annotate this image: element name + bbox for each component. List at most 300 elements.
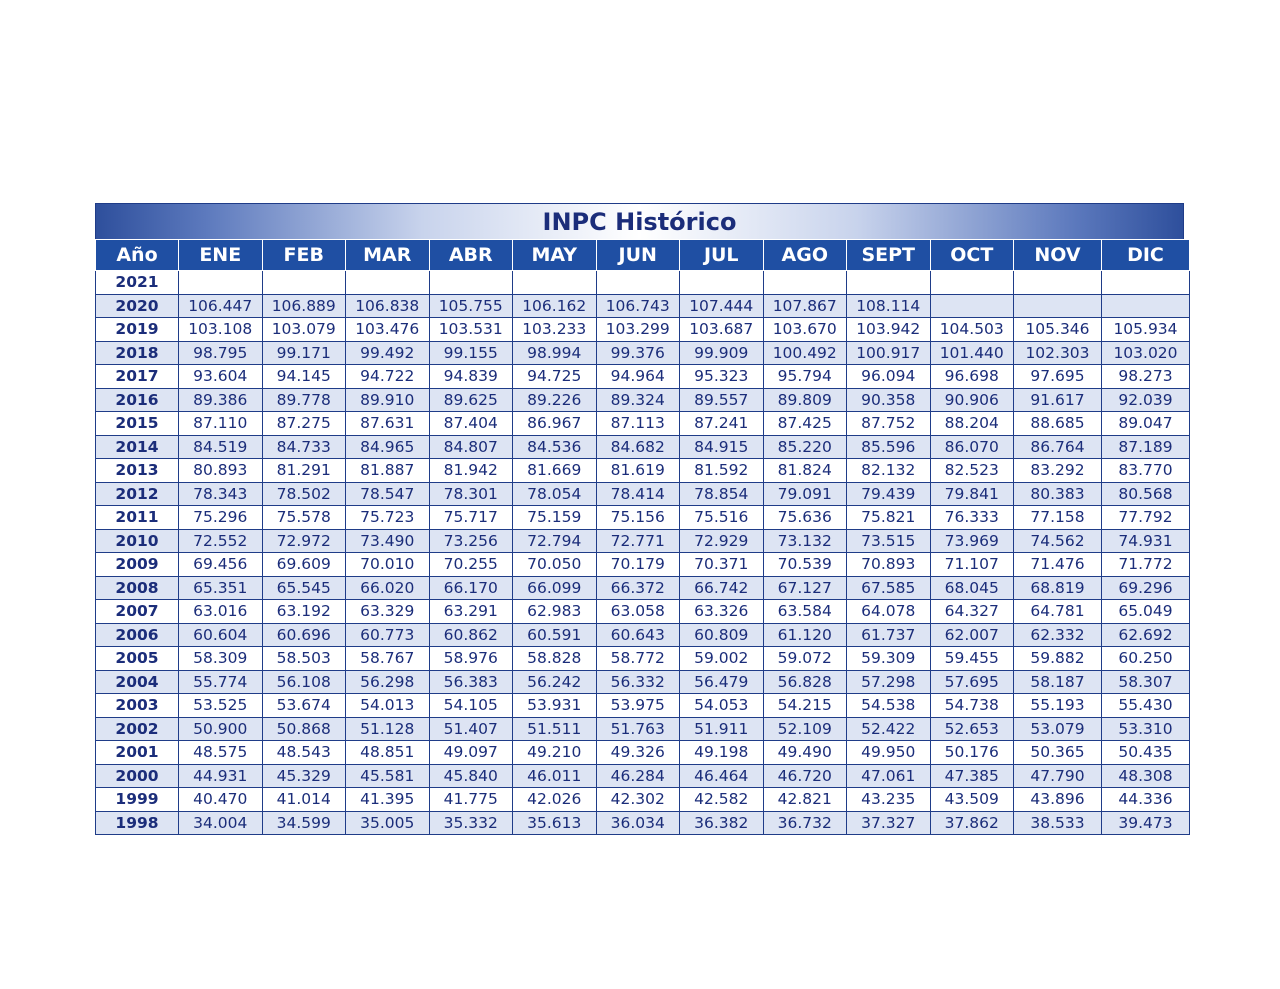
value-cell: [1102, 271, 1190, 295]
value-cell: 62.983: [513, 600, 597, 624]
value-cell: 63.329: [346, 600, 430, 624]
value-cell: 103.942: [847, 318, 931, 342]
value-cell: 34.004: [179, 811, 263, 835]
value-cell: 103.476: [346, 318, 430, 342]
value-cell: 60.862: [429, 623, 513, 647]
value-cell: 103.670: [763, 318, 847, 342]
value-cell: 42.026: [513, 788, 597, 812]
value-cell: 79.841: [930, 482, 1014, 506]
value-cell: 89.809: [763, 388, 847, 412]
column-header-jun: JUN: [596, 240, 680, 271]
value-cell: 53.674: [262, 694, 346, 718]
value-cell: 89.386: [179, 388, 263, 412]
table-row: [96, 741, 1190, 765]
value-cell: 86.070: [930, 435, 1014, 459]
year-cell: 2015: [96, 412, 179, 436]
value-cell: 78.547: [346, 482, 430, 506]
value-cell: 81.669: [513, 459, 597, 483]
value-cell: 94.964: [596, 365, 680, 389]
value-cell: 58.503: [262, 647, 346, 671]
value-cell: 51.763: [596, 717, 680, 741]
year-cell: 2014: [96, 435, 179, 459]
value-cell: 75.636: [763, 506, 847, 530]
value-cell: 106.838: [346, 294, 430, 318]
value-cell: 74.931: [1102, 529, 1190, 553]
value-cell: 89.910: [346, 388, 430, 412]
value-cell: 78.502: [262, 482, 346, 506]
year-cell: 2007: [96, 600, 179, 624]
value-cell: 46.011: [513, 764, 597, 788]
value-cell: [179, 271, 263, 295]
value-cell: 107.867: [763, 294, 847, 318]
value-cell: 87.241: [680, 412, 764, 436]
value-cell: 55.774: [179, 670, 263, 694]
value-cell: 52.653: [930, 717, 1014, 741]
value-cell: 104.503: [930, 318, 1014, 342]
value-cell: 49.326: [596, 741, 680, 765]
value-cell: [930, 294, 1014, 318]
value-cell: 103.108: [179, 318, 263, 342]
value-cell: 95.323: [680, 365, 764, 389]
value-cell: 98.273: [1102, 365, 1190, 389]
value-cell: 80.383: [1014, 482, 1102, 506]
value-cell: 58.976: [429, 647, 513, 671]
value-cell: 84.915: [680, 435, 764, 459]
value-cell: 77.158: [1014, 506, 1102, 530]
value-cell: [1014, 294, 1102, 318]
value-cell: 60.250: [1102, 647, 1190, 671]
value-cell: 101.440: [930, 341, 1014, 365]
value-cell: 99.376: [596, 341, 680, 365]
value-cell: 41.775: [429, 788, 513, 812]
year-cell: 2018: [96, 341, 179, 365]
value-cell: 103.299: [596, 318, 680, 342]
table-title-bar: [95, 203, 1184, 239]
value-cell: 105.934: [1102, 318, 1190, 342]
year-cell: 2005: [96, 647, 179, 671]
value-cell: 56.298: [346, 670, 430, 694]
column-header-oct: OCT: [930, 240, 1014, 271]
value-cell: 52.422: [847, 717, 931, 741]
value-cell: 63.016: [179, 600, 263, 624]
value-cell: 87.110: [179, 412, 263, 436]
value-cell: 63.291: [429, 600, 513, 624]
value-cell: 59.002: [680, 647, 764, 671]
value-cell: 46.720: [763, 764, 847, 788]
value-cell: 84.536: [513, 435, 597, 459]
value-cell: [429, 271, 513, 295]
value-cell: 77.792: [1102, 506, 1190, 530]
value-cell: 68.819: [1014, 576, 1102, 600]
value-cell: 81.291: [262, 459, 346, 483]
value-cell: 70.539: [763, 553, 847, 577]
value-cell: 73.256: [429, 529, 513, 553]
value-cell: 71.772: [1102, 553, 1190, 577]
value-cell: 70.010: [346, 553, 430, 577]
table-row: [96, 482, 1190, 506]
value-cell: 70.050: [513, 553, 597, 577]
value-cell: 80.568: [1102, 482, 1190, 506]
value-cell: 44.931: [179, 764, 263, 788]
value-cell: 73.969: [930, 529, 1014, 553]
value-cell: 52.109: [763, 717, 847, 741]
value-cell: 56.242: [513, 670, 597, 694]
value-cell: [680, 271, 764, 295]
value-cell: 89.047: [1102, 412, 1190, 436]
value-cell: 53.079: [1014, 717, 1102, 741]
value-cell: 96.698: [930, 365, 1014, 389]
value-cell: 75.516: [680, 506, 764, 530]
value-cell: 59.072: [763, 647, 847, 671]
value-cell: 46.284: [596, 764, 680, 788]
value-cell: 55.193: [1014, 694, 1102, 718]
value-cell: 70.893: [847, 553, 931, 577]
value-cell: 54.105: [429, 694, 513, 718]
value-cell: 50.365: [1014, 741, 1102, 765]
year-cell: 2000: [96, 764, 179, 788]
column-header-nov: NOV: [1014, 240, 1102, 271]
value-cell: 76.333: [930, 506, 1014, 530]
value-cell: 41.014: [262, 788, 346, 812]
value-cell: 67.127: [763, 576, 847, 600]
value-cell: 72.552: [179, 529, 263, 553]
value-cell: 64.078: [847, 600, 931, 624]
value-cell: 54.215: [763, 694, 847, 718]
value-cell: 87.752: [847, 412, 931, 436]
value-cell: 49.210: [513, 741, 597, 765]
table-row: [96, 341, 1190, 365]
value-cell: 82.132: [847, 459, 931, 483]
year-cell: 2002: [96, 717, 179, 741]
value-cell: 87.275: [262, 412, 346, 436]
value-cell: 93.604: [179, 365, 263, 389]
value-cell: 65.545: [262, 576, 346, 600]
value-cell: 65.351: [179, 576, 263, 600]
value-cell: 34.599: [262, 811, 346, 835]
value-cell: 54.538: [847, 694, 931, 718]
value-cell: 71.476: [1014, 553, 1102, 577]
value-cell: 63.058: [596, 600, 680, 624]
table-row: [96, 717, 1190, 741]
value-cell: 81.619: [596, 459, 680, 483]
value-cell: 56.383: [429, 670, 513, 694]
value-cell: 37.862: [930, 811, 1014, 835]
value-cell: 51.407: [429, 717, 513, 741]
value-cell: 99.155: [429, 341, 513, 365]
value-cell: 66.099: [513, 576, 597, 600]
value-cell: 100.492: [763, 341, 847, 365]
value-cell: 95.794: [763, 365, 847, 389]
value-cell: 49.097: [429, 741, 513, 765]
value-cell: 72.972: [262, 529, 346, 553]
value-cell: 63.192: [262, 600, 346, 624]
value-cell: 64.327: [930, 600, 1014, 624]
value-cell: 49.950: [847, 741, 931, 765]
value-cell: 106.447: [179, 294, 263, 318]
value-cell: 48.543: [262, 741, 346, 765]
value-cell: 89.778: [262, 388, 346, 412]
value-cell: 107.444: [680, 294, 764, 318]
value-cell: 56.332: [596, 670, 680, 694]
year-cell: 2016: [96, 388, 179, 412]
value-cell: 48.851: [346, 741, 430, 765]
value-cell: 108.114: [847, 294, 931, 318]
value-cell: 75.159: [513, 506, 597, 530]
value-cell: 94.839: [429, 365, 513, 389]
value-cell: 49.198: [680, 741, 764, 765]
table-row: [96, 294, 1190, 318]
value-cell: 58.187: [1014, 670, 1102, 694]
year-cell: 2021: [96, 271, 179, 295]
value-cell: 53.310: [1102, 717, 1190, 741]
value-cell: 90.906: [930, 388, 1014, 412]
value-cell: [847, 271, 931, 295]
value-cell: 81.942: [429, 459, 513, 483]
value-cell: 47.061: [847, 764, 931, 788]
table-row: [96, 412, 1190, 436]
value-cell: 86.764: [1014, 435, 1102, 459]
year-cell: 2003: [96, 694, 179, 718]
value-cell: 60.809: [680, 623, 764, 647]
value-cell: 51.511: [513, 717, 597, 741]
value-cell: 61.120: [763, 623, 847, 647]
year-cell: 2004: [96, 670, 179, 694]
column-header-abr: ABR: [429, 240, 513, 271]
table-row: [96, 318, 1190, 342]
value-cell: 66.742: [680, 576, 764, 600]
table-title: INPC Histórico: [542, 207, 737, 236]
value-cell: 87.189: [1102, 435, 1190, 459]
value-cell: 87.631: [346, 412, 430, 436]
value-cell: 36.034: [596, 811, 680, 835]
column-header-sept: SEPT: [847, 240, 931, 271]
value-cell: [262, 271, 346, 295]
value-cell: 90.358: [847, 388, 931, 412]
value-cell: 45.329: [262, 764, 346, 788]
value-cell: 57.298: [847, 670, 931, 694]
table-row: [96, 271, 1190, 295]
value-cell: 88.685: [1014, 412, 1102, 436]
value-cell: 106.889: [262, 294, 346, 318]
value-cell: 53.525: [179, 694, 263, 718]
year-cell: 2006: [96, 623, 179, 647]
table-row: [96, 694, 1190, 718]
value-cell: 53.975: [596, 694, 680, 718]
value-cell: 75.578: [262, 506, 346, 530]
value-cell: 78.414: [596, 482, 680, 506]
header-row: [96, 240, 1190, 271]
value-cell: 35.332: [429, 811, 513, 835]
column-header-feb: FEB: [262, 240, 346, 271]
value-cell: 82.523: [930, 459, 1014, 483]
column-header-ene: ENE: [179, 240, 263, 271]
value-cell: 98.994: [513, 341, 597, 365]
value-cell: 49.490: [763, 741, 847, 765]
value-cell: 60.773: [346, 623, 430, 647]
value-cell: 66.020: [346, 576, 430, 600]
table-body: [96, 271, 1190, 835]
year-cell: 2010: [96, 529, 179, 553]
value-cell: 43.235: [847, 788, 931, 812]
value-cell: 72.929: [680, 529, 764, 553]
value-cell: 73.132: [763, 529, 847, 553]
value-cell: 81.592: [680, 459, 764, 483]
value-cell: 99.171: [262, 341, 346, 365]
value-cell: 102.303: [1014, 341, 1102, 365]
value-cell: 59.882: [1014, 647, 1102, 671]
table-row: [96, 670, 1190, 694]
value-cell: 41.395: [346, 788, 430, 812]
value-cell: 35.005: [346, 811, 430, 835]
value-cell: [346, 271, 430, 295]
value-cell: 60.696: [262, 623, 346, 647]
column-header-may: MAY: [513, 240, 597, 271]
value-cell: 69.296: [1102, 576, 1190, 600]
table-row: [96, 600, 1190, 624]
value-cell: 58.828: [513, 647, 597, 671]
value-cell: 103.020: [1102, 341, 1190, 365]
value-cell: 75.717: [429, 506, 513, 530]
value-cell: 96.094: [847, 365, 931, 389]
value-cell: 51.128: [346, 717, 430, 741]
value-cell: 63.584: [763, 600, 847, 624]
value-cell: 98.795: [179, 341, 263, 365]
value-cell: 74.562: [1014, 529, 1102, 553]
value-cell: 68.045: [930, 576, 1014, 600]
table-row: [96, 459, 1190, 483]
table-row: [96, 529, 1190, 553]
value-cell: 47.385: [930, 764, 1014, 788]
column-header-dic: DIC: [1102, 240, 1190, 271]
value-cell: 42.582: [680, 788, 764, 812]
table-row: [96, 365, 1190, 389]
value-cell: 89.625: [429, 388, 513, 412]
value-cell: 48.575: [179, 741, 263, 765]
value-cell: 103.079: [262, 318, 346, 342]
value-cell: 69.609: [262, 553, 346, 577]
value-cell: 50.900: [179, 717, 263, 741]
table-row: [96, 623, 1190, 647]
value-cell: 56.479: [680, 670, 764, 694]
value-cell: 81.824: [763, 459, 847, 483]
value-cell: 75.156: [596, 506, 680, 530]
value-cell: 60.604: [179, 623, 263, 647]
value-cell: 88.204: [930, 412, 1014, 436]
value-cell: 87.113: [596, 412, 680, 436]
value-cell: 85.596: [847, 435, 931, 459]
value-cell: 100.917: [847, 341, 931, 365]
value-cell: 72.771: [596, 529, 680, 553]
value-cell: [513, 271, 597, 295]
value-cell: [763, 271, 847, 295]
value-cell: 103.687: [680, 318, 764, 342]
value-cell: 54.053: [680, 694, 764, 718]
value-cell: 40.470: [179, 788, 263, 812]
value-cell: 65.049: [1102, 600, 1190, 624]
value-cell: 58.772: [596, 647, 680, 671]
value-cell: 67.585: [847, 576, 931, 600]
value-cell: 62.332: [1014, 623, 1102, 647]
value-cell: 50.868: [262, 717, 346, 741]
table-row: [96, 788, 1190, 812]
year-cell: 1998: [96, 811, 179, 835]
value-cell: 66.170: [429, 576, 513, 600]
value-cell: 45.581: [346, 764, 430, 788]
value-cell: 50.435: [1102, 741, 1190, 765]
table-row: [96, 811, 1190, 835]
value-cell: 79.091: [763, 482, 847, 506]
value-cell: 62.007: [930, 623, 1014, 647]
value-cell: 99.909: [680, 341, 764, 365]
value-cell: 87.404: [429, 412, 513, 436]
value-cell: 75.821: [847, 506, 931, 530]
value-cell: 58.309: [179, 647, 263, 671]
value-cell: 70.371: [680, 553, 764, 577]
table-row: [96, 435, 1190, 459]
value-cell: 42.821: [763, 788, 847, 812]
value-cell: 70.255: [429, 553, 513, 577]
value-cell: 63.326: [680, 600, 764, 624]
column-header-mar: MAR: [346, 240, 430, 271]
value-cell: 89.324: [596, 388, 680, 412]
table-row: [96, 388, 1190, 412]
value-cell: 91.617: [1014, 388, 1102, 412]
value-cell: 103.233: [513, 318, 597, 342]
value-cell: 84.682: [596, 435, 680, 459]
year-cell: 1999: [96, 788, 179, 812]
value-cell: 92.039: [1102, 388, 1190, 412]
year-cell: 2011: [96, 506, 179, 530]
value-cell: 84.965: [346, 435, 430, 459]
value-cell: 79.439: [847, 482, 931, 506]
value-cell: 72.794: [513, 529, 597, 553]
value-cell: 56.828: [763, 670, 847, 694]
value-cell: 43.896: [1014, 788, 1102, 812]
value-cell: 75.723: [346, 506, 430, 530]
value-cell: [1102, 294, 1190, 318]
value-cell: 48.308: [1102, 764, 1190, 788]
value-cell: 70.179: [596, 553, 680, 577]
value-cell: [930, 271, 1014, 295]
value-cell: 69.456: [179, 553, 263, 577]
value-cell: 83.292: [1014, 459, 1102, 483]
value-cell: 57.695: [930, 670, 1014, 694]
value-cell: 59.309: [847, 647, 931, 671]
table-row: [96, 506, 1190, 530]
value-cell: 58.767: [346, 647, 430, 671]
table-row: [96, 764, 1190, 788]
year-cell: 2020: [96, 294, 179, 318]
value-cell: 75.296: [179, 506, 263, 530]
column-header-ago: AGO: [763, 240, 847, 271]
inpc-table: [95, 239, 1190, 835]
table-row: [96, 553, 1190, 577]
value-cell: 73.490: [346, 529, 430, 553]
value-cell: 94.725: [513, 365, 597, 389]
inpc-table-container: [95, 203, 1184, 835]
value-cell: 89.226: [513, 388, 597, 412]
table-row: [96, 647, 1190, 671]
value-cell: [596, 271, 680, 295]
value-cell: [1014, 271, 1102, 295]
value-cell: 37.327: [847, 811, 931, 835]
value-cell: 42.302: [596, 788, 680, 812]
year-cell: 2017: [96, 365, 179, 389]
column-header-jul: JUL: [680, 240, 764, 271]
value-cell: 60.591: [513, 623, 597, 647]
value-cell: 58.307: [1102, 670, 1190, 694]
value-cell: 106.743: [596, 294, 680, 318]
